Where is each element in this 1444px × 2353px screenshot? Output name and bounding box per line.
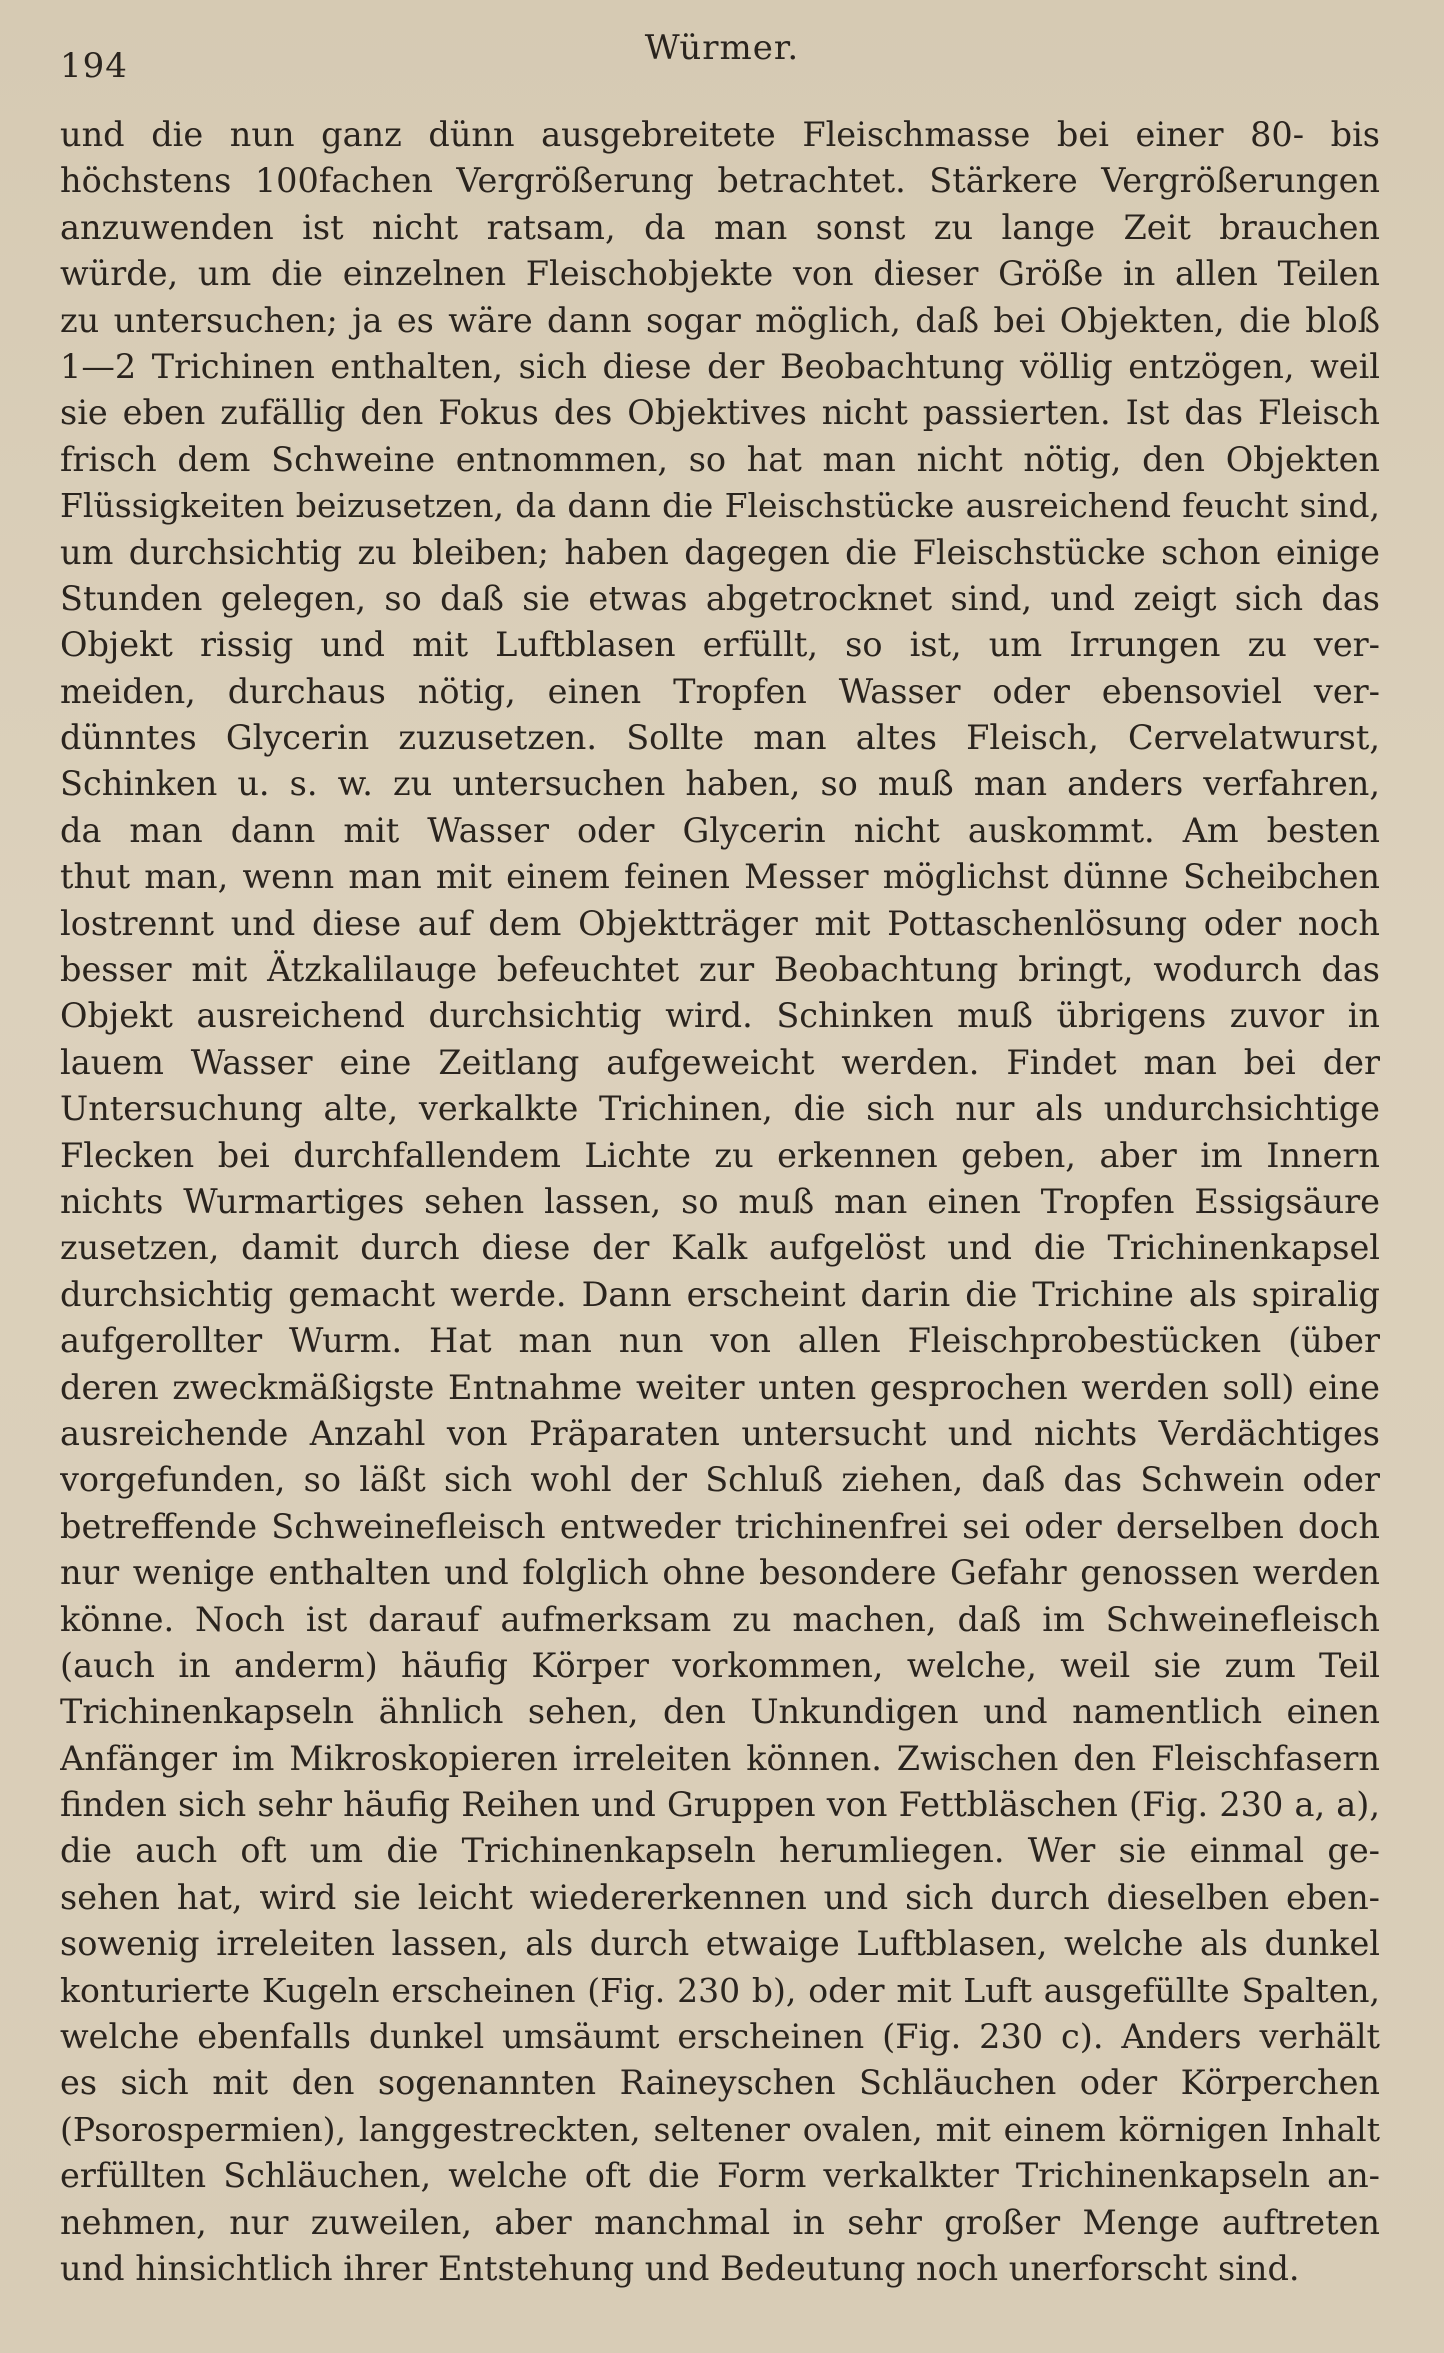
text-line: Trichinenkapseln ähnlich sehen, den Unkundigen und namentlich einen <box>60 1692 1380 1732</box>
text-line: und die nun ganz dünn ausgebreitete Fleischmasse bei einer 80- bis <box>60 115 1380 154</box>
text-line: Flecken bei durchfallendem Lichte zu erkennen geben, aber im Innern <box>60 1135 1380 1175</box>
text-line: es sich mit den sogenannten Raineyschen Schläuchen oder Körperchen <box>60 2063 1380 2103</box>
text-line: Objekt rissig und mit Luftblasen erfüllt, so ist, um Irrungen zu ver- <box>60 625 1380 665</box>
text-line: durchsichtig gemacht werde. Dann erscheint darin die Trichine als spiralig <box>60 1274 1380 1314</box>
text-line: Untersuchung alte, verkalkte Trichinen, die sich nur als undurchsichtige <box>60 1089 1380 1129</box>
text-line: anzuwenden ist nicht ratsam, da man sonst zu lange Zeit brauchen <box>60 207 1380 247</box>
text-line: zusetzen, damit durch diese der Kalk aufgelöst und die Trichinenkapsel <box>60 1228 1380 1268</box>
text-line: (Psorospermien), langgestreckten, seltener ovalen, mit einem körnigen Inhalt <box>60 2109 1380 2149</box>
text-line: sowenig irreleiten lassen, als durch etwaige Luftblasen, welche als dunkel <box>60 1924 1380 1964</box>
text-line: da man dann mit Wasser oder Glycerin nicht auskommt. Am besten <box>60 810 1380 850</box>
text-line: Stunden gelegen, so daß sie etwas abgetrocknet sind, und zeigt sich das <box>60 578 1380 618</box>
text-line: lauem Wasser eine Zeitlang aufgeweicht werden. Findet man bei der <box>60 1042 1380 1082</box>
text-line: betreffende Schweinefleisch entweder trichinenfrei sei oder derselben doch <box>60 1506 1380 1546</box>
text-line: und hinsichtlich ihrer Entstehung und Bedeutung noch unerforscht sind. <box>60 2248 1300 2288</box>
text-line: um durchsichtig zu bleiben; haben dagegen die Fleischstücke schon einige <box>60 532 1380 572</box>
text-line: aufgerollter Wurm. Hat man nun von allen Fleischprobestücken (über <box>60 1321 1380 1361</box>
text-line: könne. Noch ist darauf aufmerksam zu machen, daß im Schweinefleisch <box>60 1599 1380 1639</box>
text-line: meiden, durchaus nötig, einen Tropfen Wasser oder ebensoviel ver- <box>60 671 1380 711</box>
text-line: sie eben zufällig den Fokus des Objektives nicht passierten. Ist das Fleisch <box>60 393 1380 433</box>
running-title: Würmer. <box>644 28 800 68</box>
text-line: lostrennt und diese auf dem Objektträger mit Pottaschenlösung oder noch <box>60 903 1380 943</box>
text-line: welche ebenfalls dunkel umsäumt erscheinen (Fig. 230 c). Anders verhält <box>60 2017 1380 2057</box>
text-line: finden sich sehr häufig Reihen und Gruppen von Fettbläschen (Fig. 230 a, a), <box>60 1785 1380 1825</box>
text-line: Flüssigkeiten beizusetzen, da dann die Fleischstücke ausreichend feucht sind, <box>60 486 1380 526</box>
text-line: würde, um die einzelnen Fleischobjekte von dieser Größe in allen Teilen <box>60 254 1380 294</box>
body-text <box>60 112 1380 2292</box>
text-line: frisch dem Schweine entnommen, so hat man nicht nötig, den Objekten <box>60 439 1380 479</box>
page-number: 194 <box>60 46 128 86</box>
text-line: ausreichende Anzahl von Präparaten untersucht und nichts Verdächtiges <box>60 1413 1380 1453</box>
text-line: höchstens 100fachen Vergrößerung betrachtet. Stärkere Vergrößerungen <box>60 161 1380 201</box>
text-line: Objekt ausreichend durchsichtig wird. Schinken muß übrigens zuvor in <box>60 996 1380 1036</box>
text-line: vorgefunden, so läßt sich wohl der Schluß ziehen, daß das Schwein oder <box>60 1460 1380 1500</box>
text-line: die auch oft um die Trichinenkapseln herumliegen. Wer sie einmal ge- <box>60 1831 1380 1871</box>
text-line: nur wenige enthalten und folglich ohne besondere Gefahr genossen werden <box>60 1553 1380 1593</box>
text-line: sehen hat, wird sie leicht wiedererkennen und sich durch dieselben eben- <box>60 1877 1380 1917</box>
text-line: nehmen, nur zuweilen, aber manchmal in sehr großer Menge auftreten <box>60 2202 1380 2242</box>
text-line: konturierte Kugeln erscheinen (Fig. 230 b), oder mit Luft ausgefüllte Spalten, <box>60 1970 1380 2010</box>
text-line: zu untersuchen; ja es wäre dann sogar möglich, daß bei Objekten, die bloß <box>60 300 1380 340</box>
text-line: Anfänger im Mikroskopieren irreleiten können. Zwischen den Fleischfasern <box>60 1738 1380 1778</box>
text-line: 1—2 Trichinen enthalten, sich diese der Beobachtung völlig entzögen, weil <box>60 346 1380 386</box>
text-line: deren zweckmäßigste Entnahme weiter unten gesprochen werden soll) eine <box>60 1367 1380 1407</box>
text-line: Schinken u. s. w. zu untersuchen haben, so muß man anders verfahren, <box>60 764 1380 804</box>
text-line: thut man, wenn man mit einem feinen Messer möglichst dünne Scheibchen <box>60 857 1380 897</box>
text-line: erfüllten Schläuchen, welche oft die Form verkalkter Trichinenkapseln an- <box>60 2156 1380 2196</box>
text-line: (auch in anderm) häufig Körper vorkommen, welche, weil sie zum Teil <box>60 1645 1380 1685</box>
text-line: besser mit Ätzkalilauge befeuchtet zur Beobachtung bringt, wodurch das <box>60 950 1380 990</box>
text-line: nichts Wurmartiges sehen lassen, so muß man einen Tropfen Essigsäure <box>60 1181 1380 1221</box>
text-line: dünntes Glycerin zuzusetzen. Sollte man altes Fleisch, Cervelatwurst, <box>60 718 1380 758</box>
